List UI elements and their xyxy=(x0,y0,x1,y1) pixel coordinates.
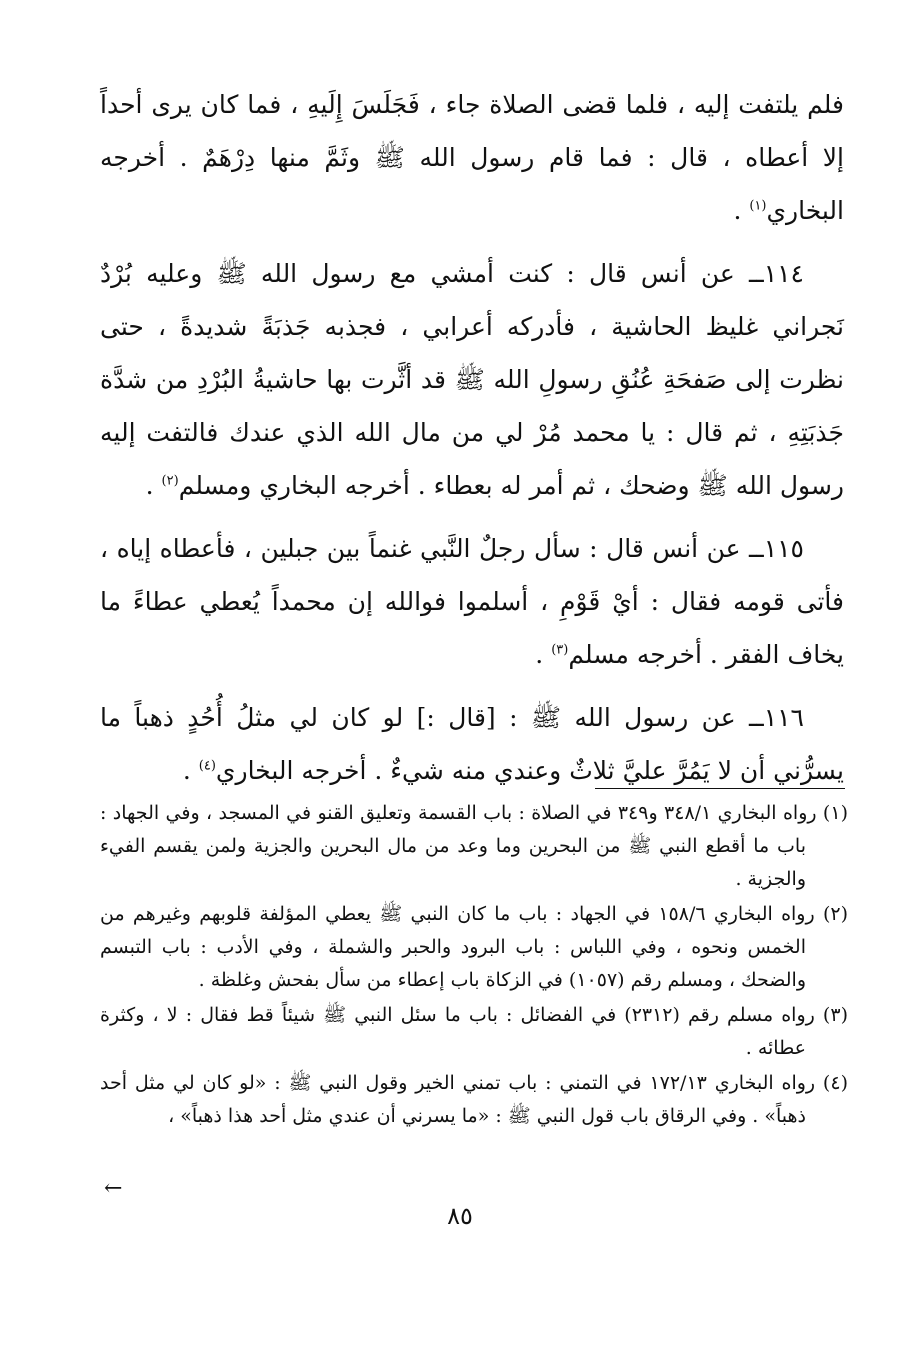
paragraph-1-end: . xyxy=(733,196,750,225)
hadith-114-text: ١١٤ــ عن أنس قال : كنت أمشي مع رسول الله ﷺ وعليه بُرْدٌ نَجراني غليظ الحاشية ، فأدركه أعرابي ، فجذبه جَذبَةً شديدةً ، حتى نظرت إلى صَفحَةِ عُنُقِ رسولِ الله ﷺ قد أثَّرت بها حاشيةُ البُرْدِ من شدَّة جَذبَتِهِ ، ثم قال : يا محمد مُرْ لي من مال الله الذي عندك فالتفت إليه رسول الله ﷺ وضحك ، ثم أمر له بعطاء . أخرجه البخاري ومسلم xyxy=(100,259,844,500)
paragraph-1 xyxy=(100,78,844,237)
footnote-ref-1[interactable]: (١) xyxy=(749,198,767,214)
footnotes xyxy=(100,797,848,1133)
footnote-separator xyxy=(595,788,845,789)
footnote-ref-2[interactable]: (٢) xyxy=(161,473,179,489)
hadith-116-text: ١١٦ــ عن رسول الله ﷺ : [قال :] لو كان لي مثلُ أُحُدٍ ذهباً ما يسرُّني أن لا يَمُرَّ عليَّ ثلاثٌ وعندي منه شيءٌ . أخرجه البخاري xyxy=(100,703,844,785)
hadith-115 xyxy=(100,522,844,681)
hadith-115-end: . xyxy=(535,640,552,669)
footnote-1: (١) رواه البخاري ٣٤٨/١ و٣٤٩ في الصلاة : باب القسمة وتعليق القنو في المسجد ، وفي الجهاد : باب ما أقطع النبي ﷺ من البحرين وما وعد من مال البحرين والجزية ولمن يقسم الفيء والجزية . xyxy=(100,802,848,890)
paragraph-1-text: فلم يلتفت إليه ، فلما قضى الصلاة جاء ، فَجَلَسَ إِلَيهِ ، فما كان يرى أحداً إلا أعطاه ، قال : فما قام رسول الله ﷺ وثَمَّ منها دِرْهَمٌ . أخرجه البخاري xyxy=(100,90,844,225)
continuation-arrow-icon: ← xyxy=(104,1176,123,1201)
footnote-2: (٢) رواه البخاري ١٥٨/٦ في الجهاد : باب ما كان النبي ﷺ يعطي المؤلفة قلوبهم وغيرهم من الخمس ونحوه ، وفي اللباس : باب البرود والحبر والشملة ، وفي الأدب : باب التبسم والضحك ، ومسلم رقم (١٠٥٧) في الزكاة باب إعطاء من سأل بفحش وغلظة . xyxy=(100,903,848,991)
footnote-3: (٣) رواه مسلم رقم (٢٣١٢) في الفضائل : باب ما سئل النبي ﷺ شيئاً قط فقال : لا ، وكثرة عطائه . xyxy=(100,1004,848,1059)
footnote-4: (٤) رواه البخاري ١٧٢/١٣ في التمني : باب تمني الخير وقول النبي ﷺ : «لو كان لي مثل أحد ذهباً» . وفي الرقاق باب قول النبي ﷺ : «ما يسرني أن عندي مثل أحد هذا ذهباً» ، xyxy=(100,1072,848,1127)
footnote-ref-3[interactable]: (٣) xyxy=(551,642,569,658)
main-text xyxy=(100,78,844,797)
hadith-114-end: . xyxy=(145,471,162,500)
hadith-114 xyxy=(100,247,844,512)
hadith-116-end: . xyxy=(182,756,199,785)
footnote-ref-4[interactable]: (٤) xyxy=(198,758,216,774)
hadith-116 xyxy=(100,691,844,797)
page-number: ٨٥ xyxy=(447,1202,473,1230)
hadith-115-text: ١١٥ــ عن أنس قال : سأل رجلٌ النَّبي غنماً بين جبلين ، فأعطاه إياه ، فأتى قومه فقال : أيْ قَوْمِ ، أسلموا فوالله إن محمداً يُعطي عطاءً ما يخاف الفقر . أخرجه مسلم xyxy=(100,534,844,669)
